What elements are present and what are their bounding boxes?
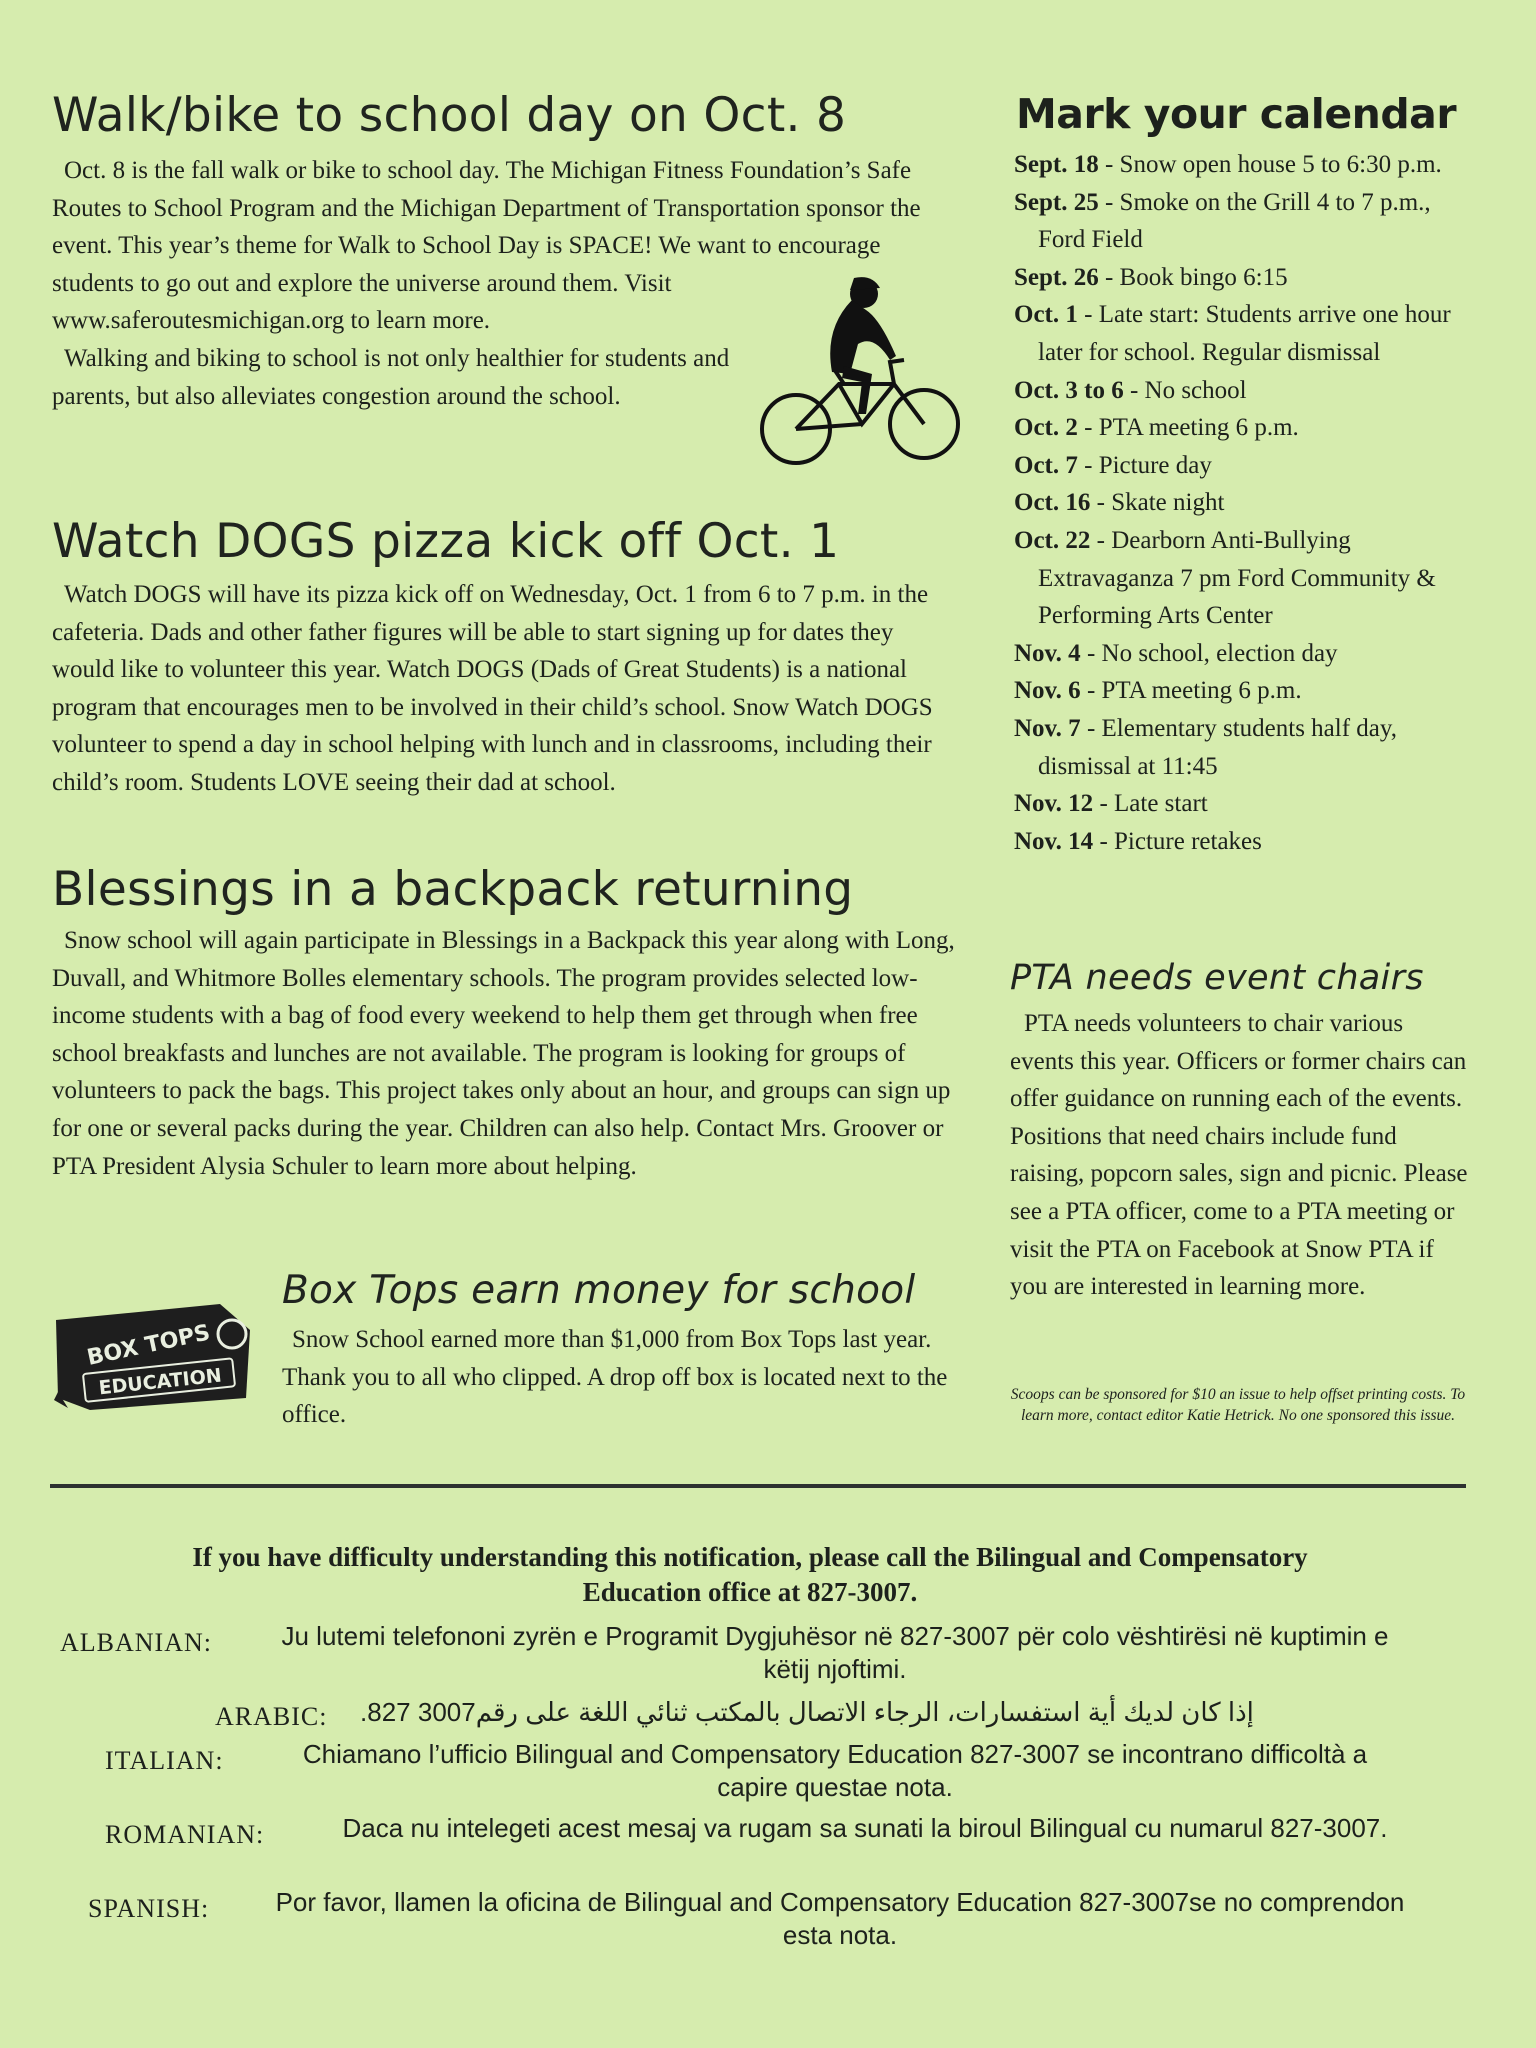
language-text: Por favor, llamen la oficina de Bilingual and Compensatory Education 827-3007se no comprendon esta nota. [275, 1887, 1405, 1950]
calendar-date: Sept. 26 [1014, 263, 1099, 291]
calendar-date: Nov. 12 [1014, 790, 1094, 818]
calendar-item [1014, 672, 1474, 710]
calendar-event: - Skate night [1090, 489, 1225, 517]
language-text: إذا كان لديك أية استفسارات، الرجاء الاتصال بالمكتب ثنائي اللغة على رقم3007 827. [360, 1697, 1254, 1727]
box-tops-logo [50, 1300, 270, 1415]
watch-dogs-heading: Watch DOGS pizza kick off Oct. 1 [52, 514, 840, 569]
walk-bike-paragraph-2: Walking and biking to school is not only healthier for students and parents, but also alleviates congestion around the school. [52, 344, 730, 410]
calendar-event: - Picture retakes [1093, 827, 1262, 855]
calendar-date: Oct. 2 [1014, 414, 1078, 442]
calendar-date: Oct. 16 [1014, 489, 1091, 517]
blessings-heading: Blessings in a backpack returning [52, 862, 854, 917]
calendar-event: - Book bingo 6:15 [1098, 263, 1288, 291]
calendar-item [1014, 785, 1474, 823]
calendar-item [1014, 259, 1474, 297]
walk-bike-heading: Walk/bike to school day on Oct. 8 [52, 88, 847, 143]
calendar-event: - PTA meeting 6 p.m. [1077, 414, 1299, 442]
box-tops-paragraph: Snow School earned more than $1,000 from Box Tops last year. Thank you to all who clipped. A drop off box is located next to the office. [282, 1326, 948, 1429]
language-label: SPANISH: [88, 1894, 210, 1923]
calendar-item [1014, 522, 1474, 635]
calendar-event: - Late start: Students arrive one hour later for school. Regular dismissal [1038, 301, 1451, 366]
language-row-italian [60, 1738, 1480, 1804]
calendar-date: Oct. 1 [1014, 301, 1078, 329]
pta-heading: PTA needs event chairs [1010, 958, 1424, 998]
calendar-event: - No school, election day [1080, 639, 1338, 667]
calendar-heading: Mark your calendar [1016, 90, 1457, 138]
calendar-event: - Smoke on the Grill 4 to 7 p.m., Ford Field [1038, 188, 1431, 254]
bicyclist-icon [754, 274, 964, 474]
watch-dogs-paragraph: Watch DOGS will have its pizza kick off on Wednesday, Oct. 1 from 6 to 7 p.m. in the cafeteria. Dads and other father figures will be able to start signing up for dates they would like to volunteer this year. Watch DOGS (Dads of Great Students) is a national program that encourages men to be involved in their child’s school. Snow Watch DOGS volunteer to spend a day in school helping with lunch and in classrooms, including their child’s room. Students LOVE seeing their dad at school. [52, 581, 933, 796]
box-tops-logo-line-1: BOX TOPS [84, 1320, 213, 1371]
calendar-date: Sept. 25 [1014, 188, 1099, 216]
calendar-event: - Late start [1093, 790, 1208, 818]
language-text: Daca nu intelegeti acest mesaj va rugam sa sunati la biroul Bilingual cu numarul 827-3007. [342, 1813, 1388, 1843]
blessings-paragraph: Snow school will again participate in Blessings in a Backpack this year along with Long, Duvall, and Whitmore Bolles elementary schools. The program provides selected low-income students with a bag of food every weekend to help them get through when free school breakfasts and lunches are not available. The program is looking for groups of volunteers to pack the bags. This project takes only about an hour, and groups can sign up for one or several packs during the year. Children can also help. Contact Mrs. Groover or PTA President Alysia Schuler to learn more about helping. [52, 927, 955, 1180]
calendar-item [1014, 823, 1474, 861]
calendar-date: Nov. 14 [1014, 827, 1094, 855]
walk-bike-paragraph-1: Oct. 8 is the fall walk or bike to school day. The Michigan Fitness Foundation’s Safe Routes to School Program and the Michigan Department of Transportation sponsor the event. This year’s theme for Walk to School Day is SPACE! We want to encourage students to go out and explore the universe around them. Visit www.saferoutesmichigan.org to learn more. [52, 157, 921, 335]
calendar-event: - Picture day [1077, 451, 1212, 479]
language-row-spanish [60, 1886, 1480, 1952]
sponsor-note: Scoops can be sponsored for $10 an issue to help offset printing costs. To learn more, contact editor Katie Hetrick. No one sponsored this issue. [1010, 1386, 1466, 1424]
box-tops-logo-line-2: EDUCATION [97, 1364, 223, 1400]
calendar-item [1014, 710, 1474, 785]
language-label: ITALIAN: [105, 1746, 224, 1775]
calendar-date: Oct. 3 to 6 [1014, 376, 1124, 404]
language-row-romanian [60, 1812, 1480, 1849]
section-divider [50, 1484, 1466, 1488]
calendar-item [1014, 409, 1474, 447]
calendar-list [1014, 146, 1474, 860]
calendar-date: Oct. 22 [1014, 526, 1091, 554]
calendar-item [1014, 146, 1474, 184]
language-text: Ju lutemi telefononi zyrën e Programit Dygjuhësor në 827-3007 për colo vështirësi në kuptimin e këtij njoftimi. [281, 1621, 1389, 1684]
calendar-event: - Elementary students half day, dismissal at 11:45 [1038, 714, 1398, 780]
calendar-date: Sept. 18 [1014, 151, 1099, 178]
language-text: Chiamano l’ufficio Bilingual and Compensatory Education 827-3007 se incontrano difficoltà a capire questae nota. [302, 1739, 1368, 1802]
calendar-item [1014, 296, 1474, 371]
calendar-item [1014, 184, 1474, 259]
calendar-event: - PTA meeting 6 p.m. [1080, 677, 1302, 705]
calendar-item [1014, 484, 1474, 522]
box-tops-heading: Box Tops earn money for school [282, 1268, 916, 1313]
language-label: ROMANIAN: [105, 1820, 265, 1849]
calendar-date: Nov. 4 [1014, 639, 1081, 667]
calendar-item [1014, 372, 1474, 410]
calendar-item [1014, 447, 1474, 485]
calendar-event: - No school [1123, 376, 1247, 404]
bilingual-notice: If you have difficulty understanding this notification, please call the Bilingual and Compensatory Education office at 827-3007. [192, 1542, 1308, 1607]
calendar-date: Nov. 6 [1014, 677, 1081, 705]
calendar-event: - Dearborn Anti-Bullying Extravaganza 7 pm Ford Community & Performing Arts Center [1038, 526, 1436, 630]
language-row-arabic [60, 1696, 1480, 1729]
calendar-item [1014, 635, 1474, 673]
calendar-date: Oct. 7 [1014, 451, 1078, 479]
pta-paragraph: PTA needs volunteers to chair various events this year. Officers or former chairs can offer guidance on running each of the events. Positions that need chairs include fund raising, popcorn sales, sign and picnic. Please see a PTA officer, come to a PTA meeting or visit the PTA on Facebook at Snow PTA if you are interested in learning more. [1010, 1010, 1468, 1301]
calendar-date: Nov. 7 [1014, 714, 1081, 742]
language-row-albanian [60, 1620, 1480, 1686]
calendar-event: - Snow open house 5 to 6:30 p.m. [1098, 151, 1442, 178]
language-label: ARABIC: [215, 1702, 328, 1731]
language-label: ALBANIAN: [60, 1628, 212, 1657]
